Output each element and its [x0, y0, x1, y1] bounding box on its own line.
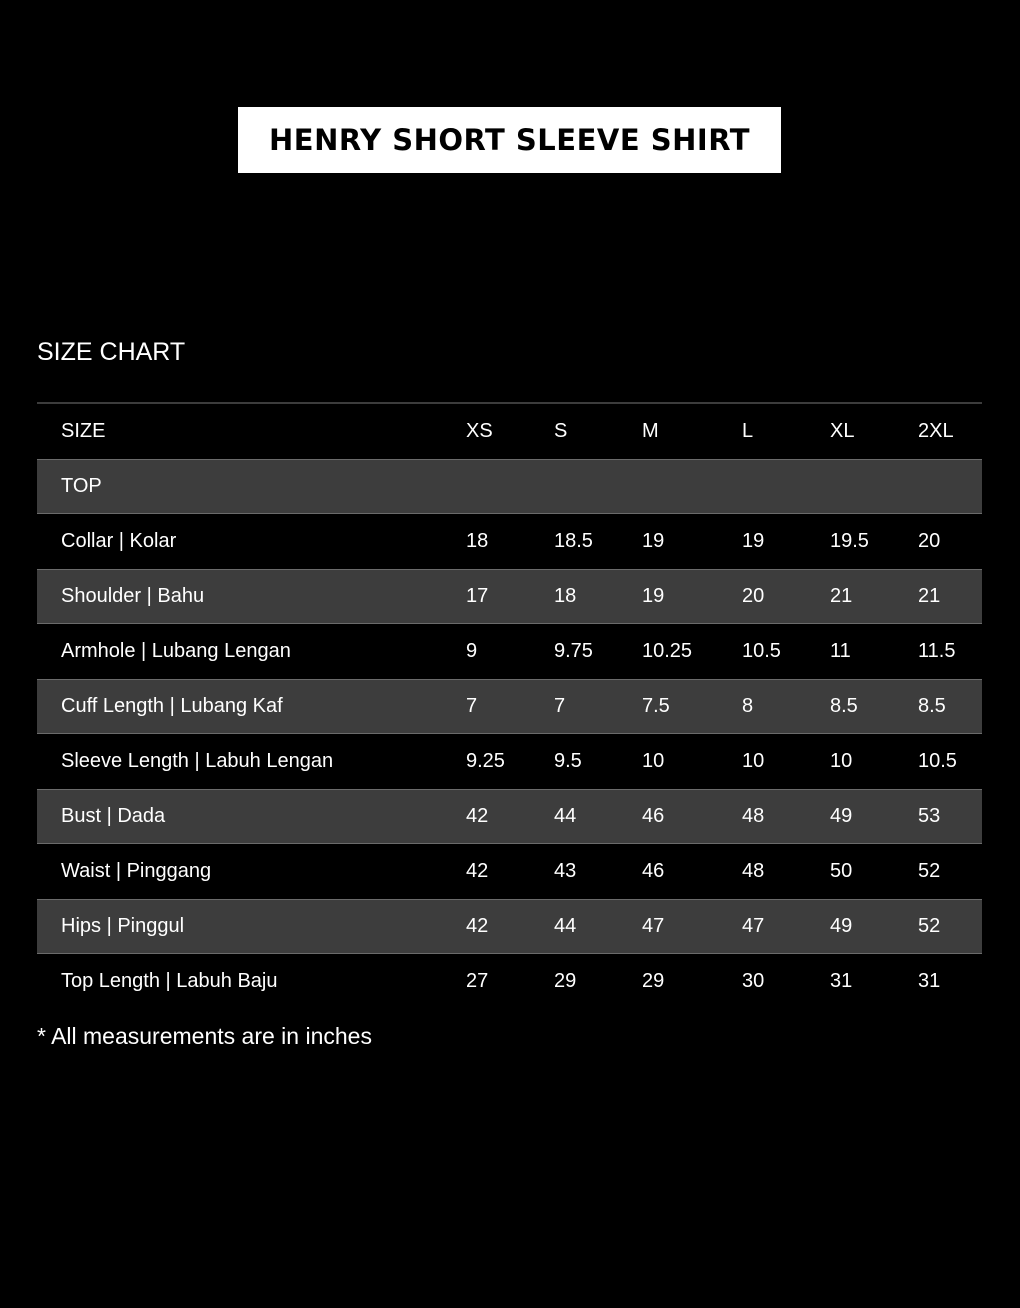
table-cell: 30	[742, 970, 765, 992]
table-cell: 8.5	[918, 695, 946, 717]
section-heading: SIZE CHART	[37, 338, 186, 366]
table-cell: 8.5	[830, 695, 858, 717]
header-cell-size: SIZE	[61, 420, 106, 442]
table-row	[37, 844, 982, 899]
table-cell: 46	[642, 805, 665, 827]
table-cell: 7	[466, 695, 478, 717]
row-label: Collar | Kolar	[61, 530, 177, 552]
table-cell: 9	[466, 640, 478, 662]
table-cell: 19	[742, 530, 765, 552]
table-row	[37, 679, 982, 734]
row-label: Top Length | Labuh Baju	[61, 970, 278, 992]
header-cell-xs: XS	[466, 420, 493, 442]
table-cell: 9.5	[554, 750, 582, 772]
table-cell: 29	[642, 970, 665, 992]
table-row	[37, 514, 982, 569]
table-cell: 9.75	[554, 640, 593, 662]
header-cell-2xl: 2XL	[918, 420, 954, 442]
table-cell: 19	[642, 585, 665, 607]
row-label: Waist | Pinggang	[61, 860, 212, 882]
table-cell: 17	[466, 585, 489, 607]
row-label: Hips | Pinggul	[61, 915, 185, 937]
header-cell-l: L	[742, 420, 754, 442]
row-label: Sleeve Length | Labuh Lengan	[61, 750, 334, 772]
table-cell: 10	[830, 750, 853, 772]
table-cell: 11	[830, 640, 851, 662]
header-cell-m: M	[642, 420, 659, 442]
table-cell: 50	[830, 860, 853, 882]
table-cell: 10.5	[742, 640, 781, 662]
table-cell: 47	[642, 915, 665, 937]
table-cell: 18	[554, 585, 577, 607]
table-cell: 21	[918, 585, 941, 607]
table-row	[37, 624, 982, 679]
table-cell: 11.5	[918, 640, 956, 662]
page-title: HENRY SHORT SLEEVE SHIRT	[269, 123, 750, 157]
table-cell: 7	[554, 695, 566, 717]
table-row	[37, 899, 982, 954]
size-chart-table	[37, 402, 982, 1009]
group-label: TOP	[61, 475, 102, 497]
row-label: Armhole | Lubang Lengan	[61, 640, 291, 662]
header-cell-s: S	[554, 420, 568, 442]
table-cell: 10	[742, 750, 765, 772]
table-cell: 21	[830, 585, 853, 607]
table-cell: 53	[918, 805, 941, 827]
header-cell-xl: XL	[830, 420, 855, 442]
table-cell: 9.25	[466, 750, 505, 772]
title-banner	[238, 107, 781, 173]
table-cell: 48	[742, 805, 765, 827]
table-cell: 44	[554, 805, 577, 827]
table-row	[37, 954, 982, 1009]
table-cell: 10.25	[642, 640, 693, 662]
table-cell: 48	[742, 860, 765, 882]
footnote: * All measurements are in inches	[37, 1023, 372, 1049]
table-cell: 43	[554, 860, 577, 882]
table-cell: 20	[918, 530, 941, 552]
table-cell: 20	[742, 585, 765, 607]
table-cell: 8	[742, 695, 754, 717]
table-cell: 31	[830, 970, 853, 992]
table-cell: 10	[642, 750, 665, 772]
table-cell: 7.5	[642, 695, 670, 717]
table-cell: 10.5	[918, 750, 957, 772]
row-label: Shoulder | Bahu	[61, 585, 205, 607]
row-label: Cuff Length | Lubang Kaf	[61, 695, 283, 717]
table-cell: 18.5	[554, 530, 593, 552]
row-label: Bust | Dada	[61, 805, 166, 827]
table-cell: 42	[466, 805, 489, 827]
table-row	[37, 789, 982, 844]
table-cell: 42	[466, 860, 489, 882]
table-cell: 18	[466, 530, 489, 552]
table-cell: 42	[466, 915, 489, 937]
table-cell: 49	[830, 805, 853, 827]
table-cell: 52	[918, 860, 941, 882]
table-header-row	[37, 404, 982, 459]
table-cell: 46	[642, 860, 665, 882]
table-cell: 49	[830, 915, 853, 937]
table-cell: 47	[742, 915, 765, 937]
table-row	[37, 734, 982, 789]
table-group-row	[37, 459, 982, 514]
table-cell: 44	[554, 915, 577, 937]
table-cell: 29	[554, 970, 577, 992]
table-cell: 27	[466, 970, 489, 992]
table-cell: 52	[918, 915, 941, 937]
table-row	[37, 569, 982, 624]
table-cell: 19.5	[830, 530, 869, 552]
table-body	[37, 514, 982, 1009]
table-cell: 31	[918, 970, 941, 992]
table-cell: 19	[642, 530, 665, 552]
